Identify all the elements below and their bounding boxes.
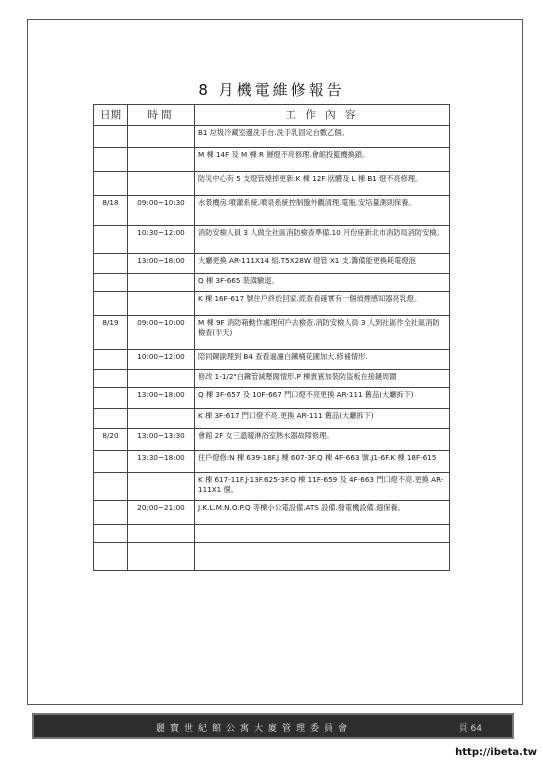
- table-header-row: [94, 105, 450, 126]
- table-row: [94, 226, 450, 254]
- cell-date: [94, 409, 128, 429]
- cell-content: [195, 543, 450, 571]
- table-row: [94, 429, 450, 451]
- table-row: [94, 254, 450, 274]
- cell-date: [94, 126, 128, 148]
- cell-time: [128, 409, 195, 429]
- cell-content: Q 棟 3F-665 裝潢驗退。: [195, 274, 450, 292]
- cell-date: [94, 501, 128, 525]
- table-row: [94, 126, 450, 148]
- cell-date: [94, 226, 128, 254]
- table-row: [94, 172, 450, 196]
- cell-time: 13:00~18:00: [128, 254, 195, 274]
- table-row: [94, 370, 450, 388]
- cell-time: 13:00~13:30: [128, 429, 195, 451]
- cell-time: [128, 525, 195, 543]
- cell-content: 住戶燈修:N 棟 639-18F.J 棟 607-3F.Q 棟 4F-663 號.J1-6F.K 棟 18F-615: [195, 451, 450, 473]
- cell-content: 會館 2F 女三溫暖淋浴室熱水器故障修理。: [195, 429, 450, 451]
- table-row: [94, 274, 450, 292]
- cell-content: 大廳更換 AR-111X14 組.T5X28W 燈管 X1 支.籌備能更換耗電燈泡: [195, 254, 450, 274]
- cell-date: [94, 350, 128, 370]
- cell-time: 09:00~10:30: [128, 196, 195, 226]
- cell-content: J.K.L.M.N.O.P.Q 等棟小公電設備.ATS 設備.發電機設備.週保養。: [195, 501, 450, 525]
- cell-content: B1 垃圾冷藏室邊洗手台.洗手乳固定台數乙個。: [195, 126, 450, 148]
- cell-time: 13:00~18:00: [128, 388, 195, 409]
- table-row: [94, 196, 450, 226]
- cell-date: [94, 388, 128, 409]
- table-row: [94, 473, 450, 501]
- cell-date: [94, 525, 128, 543]
- cell-content: 消防安檢人員 3 人做全社區消防檢查準備.10 月份座新北市消防局消防安檢。: [195, 226, 450, 254]
- cell-content: Q 棟 3F-657 及 10F-667 門口燈不亮更換 AR-111 舊品(大廳拆下): [195, 388, 450, 409]
- cell-date: [94, 292, 128, 316]
- cell-time: [128, 126, 195, 148]
- cell-time: [128, 370, 195, 388]
- cell-time: 20:00~21:00: [128, 501, 195, 525]
- table-row: [94, 501, 450, 525]
- table-row: [94, 148, 450, 172]
- cell-date: [94, 370, 128, 388]
- cell-date: [94, 274, 128, 292]
- cell-time: [128, 292, 195, 316]
- report-title: 8 月機電維修報告: [198, 81, 345, 99]
- cell-content: M 棟 9F 消防箱動作處理何戶去檢查.消防安檢人員 3 人到社區作全社區消防檢查(半天): [195, 316, 450, 350]
- cell-time: [128, 172, 195, 196]
- cell-content: [195, 525, 450, 543]
- table-row: [94, 388, 450, 409]
- cell-content: 水景機房.噴灌系統.噴泉系統控制盤外觀清理.電瓶.安培量測則保養。: [195, 196, 450, 226]
- table-row: [94, 543, 450, 571]
- cell-date: [94, 451, 128, 473]
- table-row: [94, 451, 450, 473]
- cell-content: K 棟 3F-617 門口燈不亮.更換 AR-111 舊品(大廳拆下): [195, 409, 450, 429]
- cell-time: [128, 473, 195, 501]
- watermark-url: http://ibeta.tw: [455, 747, 537, 758]
- cell-content: 陪同陳副理到 B4 查看過濾白鐵桶花圃加大.修補情形.: [195, 350, 450, 370]
- cell-date: [94, 148, 128, 172]
- cell-time: 10:00~12:00: [128, 350, 195, 370]
- cell-time: [128, 148, 195, 172]
- column-header-date: 日期: [94, 105, 128, 126]
- cell-date: 8/20: [94, 429, 128, 451]
- cell-content: K 棟 16F-617 號住戶終於回家.經查看確實有一個偵煙感知器亮乳燈。: [195, 292, 450, 316]
- column-header-time: 時間: [128, 105, 195, 126]
- cell-content: K 棟 617-11F.J-13F.625-3F.Q 棟 11F-659 及 4F-663 門口燈不亮.更換 AR-111X1 個。: [195, 473, 450, 501]
- cell-content: 防災中心有 5 支燈管燒掉更新.K 棟 12F 狀體及 L 棟 B1 燈不亮修理。: [195, 172, 450, 196]
- cell-time: [128, 274, 195, 292]
- table-row: [94, 409, 450, 429]
- page-number: 頁 64: [458, 724, 482, 734]
- cell-time: 09:00~10:00: [128, 316, 195, 350]
- cell-date: [94, 254, 128, 274]
- table-row: [94, 350, 450, 370]
- table-row: [94, 525, 450, 543]
- table-row: [94, 316, 450, 350]
- cell-content: M 棟 14F 及 M 棟 R 層燈不亮修理.會館投籃機換鎖。: [195, 148, 450, 172]
- column-header-content: 工 作 內 容: [195, 105, 450, 126]
- cell-time: 10:30~12:00: [128, 226, 195, 254]
- footer-bar: [32, 713, 514, 739]
- cell-time: [128, 543, 195, 571]
- cell-date: 8/18: [94, 196, 128, 226]
- cell-date: [94, 473, 128, 501]
- cell-date: [94, 172, 128, 196]
- cell-content: 修改 1-1/2"白鐵管減壓閥情形.P 棟貴賓加裝防盜板在接鏈周圍: [195, 370, 450, 388]
- table-row: [94, 292, 450, 316]
- cell-date: 8/19: [94, 316, 128, 350]
- footer-organization: 麗寶世紀館公寓大廈管理委員會: [155, 724, 352, 734]
- cell-time: 13:30~18:00: [128, 451, 195, 473]
- cell-date: [94, 543, 128, 571]
- maintenance-table: [93, 104, 450, 571]
